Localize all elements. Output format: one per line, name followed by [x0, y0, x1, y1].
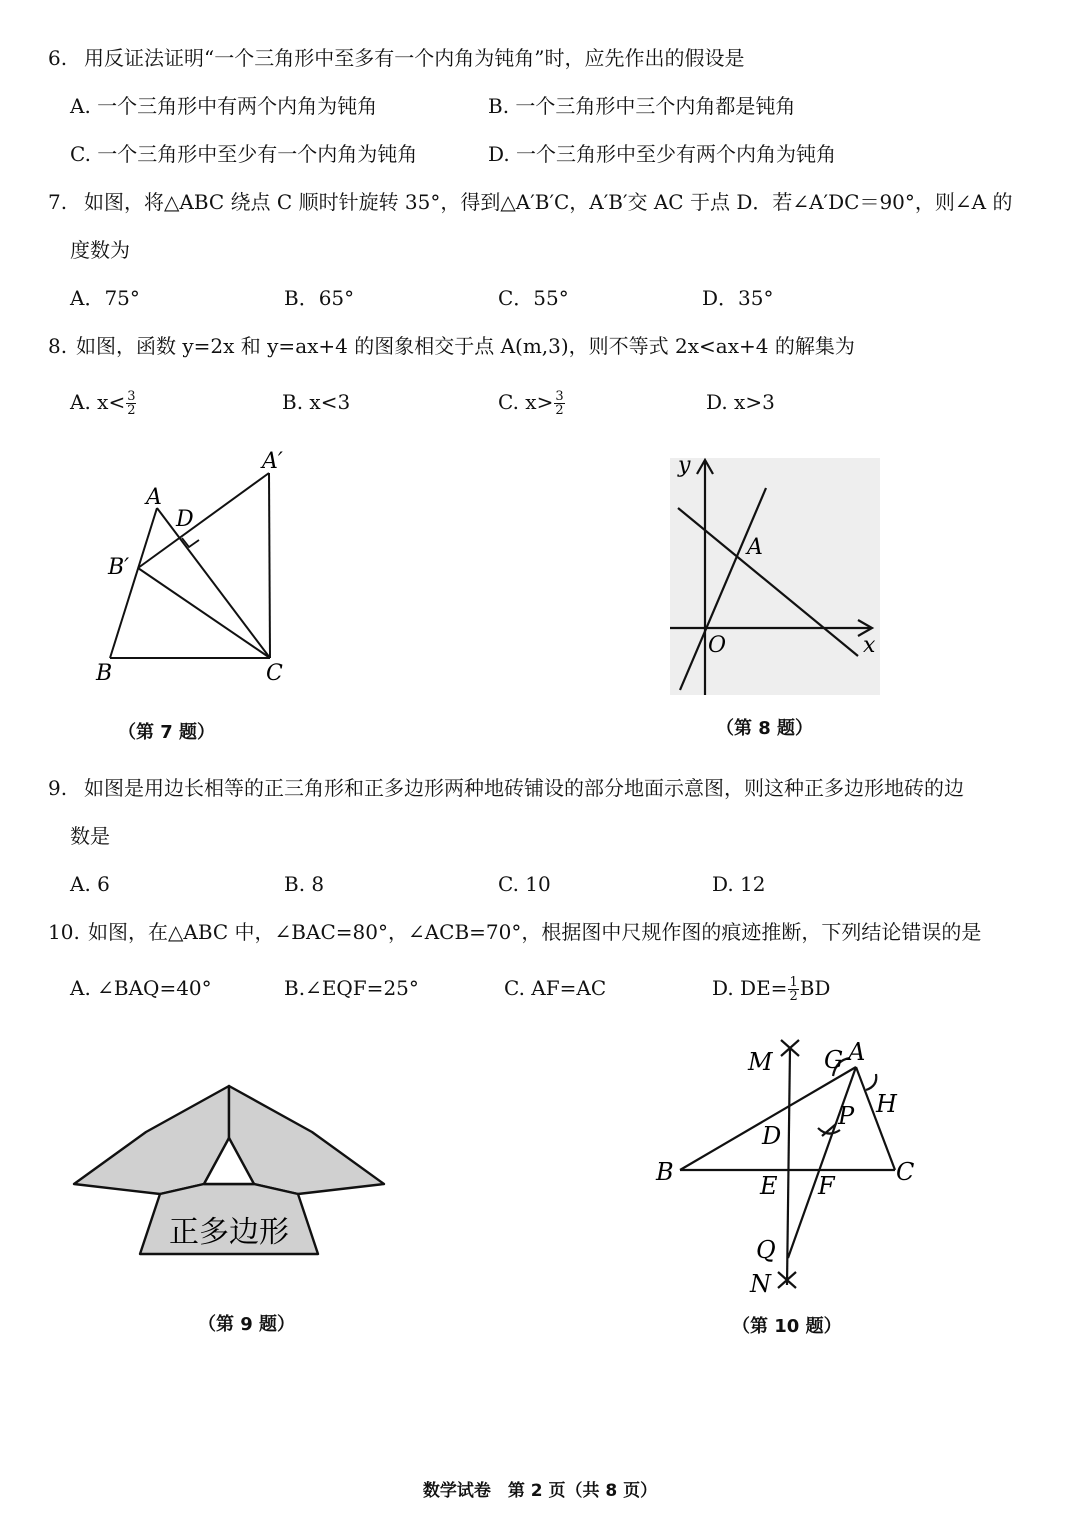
q10-option-d-fraction	[788, 976, 798, 1003]
q10-label-Q: Q	[756, 1236, 776, 1264]
q7-option-d: D．35°	[702, 286, 774, 310]
q8-figure	[660, 450, 890, 700]
q10-label-G: G	[824, 1046, 844, 1074]
q10-option-b: B.∠EQF=25°	[284, 976, 419, 1000]
q9-number: 9.	[48, 776, 68, 800]
q10-figure	[640, 1030, 930, 1310]
q8-option-a-denominator: 2	[127, 403, 136, 418]
q8-option-c	[498, 388, 566, 417]
q10-label-A: A	[848, 1038, 866, 1066]
q7-segment-AC	[157, 508, 270, 658]
q8-option-c-fraction	[554, 390, 564, 417]
q9-option-b: B. 8	[284, 872, 325, 896]
q10-label-F: F	[818, 1172, 835, 1200]
q9-left-polygon-tile	[74, 1086, 229, 1194]
q7-caption: （第 7 题）	[118, 722, 216, 743]
q8-option-a	[70, 388, 137, 417]
q8-stem: 如图，函数 y=2x 和 y=ax+4 的图象相交于点 A(m,3)，则不等式 2x<ax+4 的解集为	[76, 334, 855, 358]
q10-option-d-prefix: D. DE=	[712, 976, 788, 1000]
q10-arc-H	[866, 1074, 876, 1090]
q10-option-d-numerator: 1	[789, 975, 798, 990]
q8-option-a-fraction	[126, 390, 136, 417]
q10-number: 10.	[48, 920, 80, 944]
q8-option-b: B. x<3	[282, 390, 351, 414]
q8-figure-background	[670, 458, 880, 695]
q7-segment-BA	[110, 508, 157, 658]
q9-polygon-label: 正多边形	[169, 1215, 289, 1250]
q10-segment-BA	[680, 1067, 856, 1170]
q10-label-N: N	[750, 1270, 771, 1298]
q9-stem-line1: 如图是用边长相等的正三角形和正多边形两种地砖铺设的部分地面示意图，则这种正多边形地砖的边	[84, 776, 964, 800]
q7-number: 7.	[48, 190, 68, 214]
q10-label-H: H	[876, 1090, 897, 1118]
q9-option-a: A. 6	[70, 872, 110, 896]
q7-segment-A'C	[269, 473, 270, 658]
q8-label-O: O	[708, 633, 727, 658]
q7-label-A: A	[146, 485, 162, 510]
q10-perpendicular-bisector-MN	[787, 1048, 790, 1285]
q10-label-P: P	[838, 1102, 855, 1130]
q9-caption: （第 9 题）	[198, 1314, 296, 1335]
q8-option-c-numerator: 3	[555, 389, 564, 404]
q7-label-B: B	[96, 661, 113, 686]
q9-stem-line2: 数是	[70, 824, 110, 848]
q10-label-D: D	[762, 1122, 782, 1150]
q6-option-b: B. 一个三角形中三个内角都是钝角	[488, 94, 796, 118]
q10-label-B: B	[656, 1158, 674, 1186]
q9-option-c: C. 10	[498, 872, 551, 896]
q8-label-y: y	[678, 453, 691, 478]
q6-option-d: D. 一个三角形中至少有两个内角为钝角	[488, 142, 837, 166]
q7-label-A-prime: A′	[262, 449, 283, 474]
q8-option-a-prefix: A. x<	[70, 390, 126, 414]
q10-label-M: M	[748, 1048, 773, 1076]
q9-figure	[66, 1080, 396, 1260]
q6-number: 6.	[48, 46, 68, 70]
q7-option-b: B．65°	[284, 286, 355, 310]
q6-option-a: A. 一个三角形中有两个内角为钝角	[70, 94, 378, 118]
q10-option-d-suffix: BD	[799, 976, 831, 1000]
q7-label-D: D	[176, 507, 194, 532]
page-footer: 数学试卷 第 2 页（共 8 页）	[422, 1481, 658, 1501]
q10-option-c: C. AF=AC	[504, 976, 607, 1000]
q10-stem: 如图，在△ABC 中，∠BAC=80°，∠ACB=70°，根据图中尺规作图的痕迹推断，下列结论错误的是	[88, 920, 982, 944]
q8-caption: （第 8 题）	[716, 718, 814, 739]
q6-stem: 用反证法证明“一个三角形中至多有一个内角为钝角”时，应先作出的假设是	[84, 46, 745, 70]
q6-option-c: C. 一个三角形中至少有一个内角为钝角	[70, 142, 418, 166]
q8-option-c-prefix: C. x>	[498, 390, 554, 414]
q8-option-c-denominator: 2	[555, 403, 564, 418]
q8-number: 8.	[48, 334, 68, 358]
q8-option-d: D. x>3	[706, 390, 775, 414]
q7-stem-line2: 度数为	[70, 238, 130, 262]
q8-label-x: x	[863, 633, 876, 658]
q7-figure	[80, 440, 320, 690]
q10-option-d	[712, 974, 830, 1003]
q8-option-a-numerator: 3	[127, 389, 136, 404]
q10-label-C: C	[896, 1158, 915, 1186]
q9-option-d: D. 12	[712, 872, 766, 896]
q7-option-c: C．55°	[498, 286, 569, 310]
q10-caption: （第 10 题）	[732, 1316, 842, 1337]
q10-option-a: A. ∠BAQ=40°	[70, 976, 212, 1000]
q7-segment-B'C	[138, 568, 270, 658]
q10-angle-bisector-AQ	[788, 1067, 856, 1258]
q10-option-d-denominator: 2	[789, 989, 798, 1004]
q9-right-polygon-tile	[229, 1086, 384, 1194]
q7-stem-line1: 如图，将△ABC 绕点 C 顺时针旋转 35°，得到△A′B′C，A′B′交 AC 于点 D．若∠A′DC＝90°，则∠A 的	[84, 190, 1013, 214]
q7-option-a: A．75°	[70, 286, 140, 310]
q7-label-B-prime: B′	[108, 555, 130, 580]
q7-label-C: C	[266, 661, 283, 686]
q10-arc-mark-P	[818, 1124, 840, 1136]
q8-label-A: A	[747, 535, 763, 560]
q10-label-E: E	[760, 1172, 778, 1200]
